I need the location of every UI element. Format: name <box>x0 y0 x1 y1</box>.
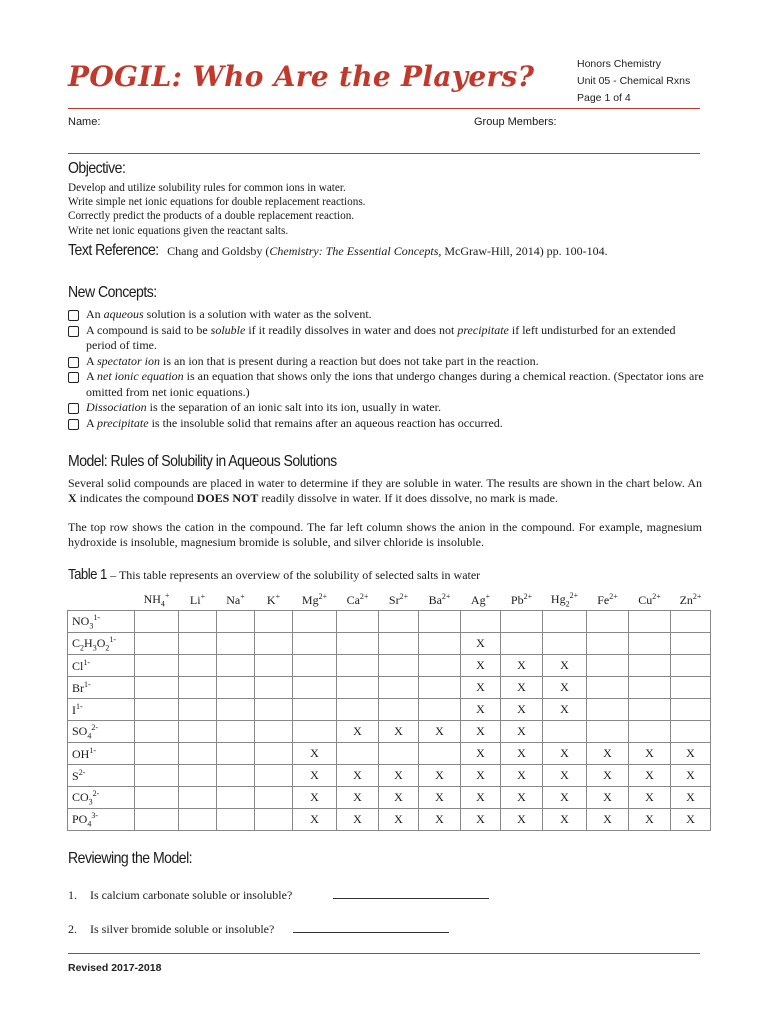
header-divider <box>68 108 700 109</box>
solubility-cell: X <box>543 743 587 765</box>
anion-label: $OH^{1-}$ <box>68 743 135 765</box>
solubility-cell <box>179 633 217 655</box>
anion-label: $CO_3^{2-}$ <box>68 787 135 809</box>
anion-label: $SO_4^{2-}$ <box>68 721 135 743</box>
solubility-cell: X <box>587 787 629 809</box>
solubility-cell <box>255 655 293 677</box>
objective-line: Write simple net ionic equations for double replacement reactions. <box>68 196 366 209</box>
solubility-cell <box>135 677 179 699</box>
table-row <box>68 633 711 655</box>
solubility-cell <box>419 655 461 677</box>
solubility-cell <box>255 677 293 699</box>
concept-item: A precipitate is the insoluble solid that remains after an aqueous reaction has occurred. <box>68 416 708 432</box>
solubility-cell: X <box>543 809 587 831</box>
solubility-cell <box>379 677 419 699</box>
solubility-cell: X <box>543 677 587 699</box>
solubility-cell <box>629 633 671 655</box>
solubility-cell <box>217 699 255 721</box>
cation-header: $Ba^{2+}$ <box>428 591 451 607</box>
solubility-cell <box>217 721 255 743</box>
reviewing-heading: Reviewing the Model: <box>68 850 193 867</box>
solubility-cell: X <box>379 721 419 743</box>
table-caption-text: – This table represents an overview of the solubility of selected salts in water <box>107 568 481 582</box>
text-reference-heading: Text Reference: <box>68 242 159 259</box>
solubility-cell <box>179 787 217 809</box>
solubility-cell <box>671 721 711 743</box>
solubility-cell <box>419 633 461 655</box>
solubility-cell: X <box>337 721 379 743</box>
cation-header: $Cu^{2+}$ <box>638 591 661 607</box>
solubility-cell <box>135 699 179 721</box>
solubility-cell: X <box>461 633 501 655</box>
solubility-cell: X <box>629 765 671 787</box>
solubility-cell <box>461 611 501 633</box>
solubility-cell <box>217 633 255 655</box>
anion-label: $I^{1-}$ <box>68 699 135 721</box>
solubility-cell <box>217 655 255 677</box>
solubility-cell <box>135 743 179 765</box>
solubility-cell <box>671 655 711 677</box>
solubility-cell <box>337 655 379 677</box>
solubility-cell: X <box>543 787 587 809</box>
solubility-cell <box>587 633 629 655</box>
solubility-cell: X <box>461 655 501 677</box>
solubility-cell: X <box>461 765 501 787</box>
checkbox-icon[interactable] <box>68 372 79 383</box>
cation-header: Na+ <box>226 591 245 607</box>
question-text: Is calcium carbonate soluble or insoluble? <box>90 888 293 902</box>
solubility-cell <box>379 611 419 633</box>
name-label: Name: <box>68 116 101 128</box>
solubility-cell <box>419 677 461 699</box>
solubility-cell <box>543 611 587 633</box>
anion-label: $NO_3^{1-}$ <box>68 611 135 633</box>
solubility-cell <box>179 699 217 721</box>
solubility-cell <box>501 611 543 633</box>
solubility-cell: X <box>461 721 501 743</box>
solubility-cell: X <box>587 809 629 831</box>
solubility-cell: X <box>461 677 501 699</box>
table-row <box>68 743 711 765</box>
solubility-cell <box>179 611 217 633</box>
answer-blank[interactable] <box>293 922 449 933</box>
solubility-cell <box>587 721 629 743</box>
solubility-cell: X <box>587 743 629 765</box>
solubility-cell <box>293 677 337 699</box>
solubility-cell <box>255 699 293 721</box>
solubility-table <box>67 589 711 831</box>
checkbox-icon[interactable] <box>68 419 79 430</box>
solubility-cell: X <box>337 787 379 809</box>
solubility-cell: X <box>337 809 379 831</box>
solubility-cell <box>501 633 543 655</box>
solubility-cell <box>135 721 179 743</box>
solubility-cell <box>135 633 179 655</box>
cation-header: Ag+ <box>470 591 491 607</box>
solubility-cell <box>179 809 217 831</box>
concept-item: A net ionic equation is an equation that shows only the ions that undergo changes during a chemical reaction. (Spectator ions are omitted from net ionic equations.) <box>68 369 708 400</box>
table-caption-label: Table 1 <box>68 566 107 583</box>
course-name: Honors Chemistry <box>577 58 662 70</box>
solubility-cell <box>135 787 179 809</box>
solubility-cell: X <box>629 743 671 765</box>
solubility-cell <box>179 721 217 743</box>
group-members-label: Group Members: <box>474 116 557 128</box>
question-number: 1. <box>68 888 77 902</box>
question-1 <box>68 888 489 903</box>
table-header-row <box>68 589 711 611</box>
solubility-cell: X <box>501 721 543 743</box>
table-row <box>68 677 711 699</box>
solubility-cell <box>629 721 671 743</box>
checkbox-icon[interactable] <box>68 310 79 321</box>
solubility-cell <box>629 611 671 633</box>
solubility-cell <box>419 743 461 765</box>
table-caption <box>68 566 480 584</box>
solubility-cell <box>217 809 255 831</box>
solubility-cell <box>217 611 255 633</box>
solubility-cell <box>255 611 293 633</box>
table-row <box>68 787 711 809</box>
anion-label: $S^{2-}$ <box>68 765 135 787</box>
cation-header: Li+ <box>189 591 206 607</box>
solubility-cell: X <box>419 809 461 831</box>
solubility-cell <box>135 765 179 787</box>
revision-footer: Revised 2017-2018 <box>68 962 162 974</box>
solubility-cell: X <box>419 765 461 787</box>
cation-header: $Ca^{2+}$ <box>346 591 369 607</box>
solubility-cell: X <box>501 743 543 765</box>
solubility-cell <box>255 743 293 765</box>
checkbox-icon[interactable] <box>68 403 79 414</box>
solubility-cell: X <box>293 743 337 765</box>
solubility-cell <box>179 765 217 787</box>
solubility-cell <box>179 655 217 677</box>
solubility-cell: X <box>501 787 543 809</box>
solubility-cell: X <box>501 655 543 677</box>
solubility-cell: X <box>379 787 419 809</box>
solubility-cell <box>379 633 419 655</box>
solubility-cell <box>419 611 461 633</box>
solubility-cell <box>255 765 293 787</box>
checkbox-icon[interactable] <box>68 357 79 368</box>
solubility-cell <box>419 699 461 721</box>
solubility-cell: X <box>501 677 543 699</box>
solubility-cell: X <box>461 743 501 765</box>
cation-header: $Fe^{2+}$ <box>597 591 618 607</box>
model-paragraph-2: The top row shows the cation in the compound. The far left column shows the anion in the compound. For example, magnesium hydroxide is insoluble, magnesium bromide is soluble, and silver chloride is insoluble. <box>68 520 702 549</box>
solubility-cell <box>543 633 587 655</box>
solubility-cell: X <box>461 699 501 721</box>
solubility-cell: X <box>587 765 629 787</box>
table-row <box>68 611 711 633</box>
question-2 <box>68 922 449 937</box>
solubility-cell <box>293 633 337 655</box>
solubility-cell <box>587 677 629 699</box>
solubility-cell: X <box>293 787 337 809</box>
solubility-cell: X <box>671 809 711 831</box>
model-paragraph-1: Several solid compounds are placed in water to determine if they are soluble in water. The results are shown in the chart below. An X indicates the compound DOES NOT readily dissolve in water. If it does dissolve, no mark is made. <box>68 476 702 505</box>
solubility-cell: X <box>461 787 501 809</box>
solubility-cell <box>217 743 255 765</box>
solubility-cell: X <box>543 699 587 721</box>
solubility-cell <box>293 699 337 721</box>
cation-header: $NH_4^+$ <box>143 590 170 609</box>
solubility-cell: X <box>419 787 461 809</box>
cation-header: $Zn^{2+}$ <box>679 591 702 607</box>
objective-line: Write net ionic equations given the reactant salts. <box>68 224 289 237</box>
cation-header: $Hg_2^{2+}$ <box>550 590 579 609</box>
anion-label: $Br^{1-}$ <box>68 677 135 699</box>
text-reference <box>68 242 608 260</box>
solubility-cell <box>379 699 419 721</box>
solubility-cell <box>337 699 379 721</box>
anion-label: $Cl^{1-}$ <box>68 655 135 677</box>
solubility-cell <box>135 809 179 831</box>
solubility-cell <box>379 655 419 677</box>
solubility-cell: X <box>501 765 543 787</box>
solubility-cell: X <box>461 809 501 831</box>
concept-item: A spectator ion is an ion that is present during a reaction but does not take part in the reaction. <box>68 354 708 370</box>
solubility-cell: X <box>671 743 711 765</box>
answer-blank[interactable] <box>333 888 489 899</box>
solubility-cell <box>135 655 179 677</box>
solubility-cell <box>293 611 337 633</box>
model-heading: Model: Rules of Solubility in Aqueous Solutions <box>68 453 337 470</box>
solubility-cell <box>587 699 629 721</box>
concept-item: A compound is said to be soluble if it readily dissolves in water and does not precipitate if left undisturbed for an extended period of time. <box>68 323 708 354</box>
solubility-cell <box>379 743 419 765</box>
solubility-cell: X <box>671 765 711 787</box>
solubility-cell <box>671 611 711 633</box>
solubility-cell: X <box>543 655 587 677</box>
solubility-cell: X <box>293 809 337 831</box>
solubility-cell <box>587 611 629 633</box>
text-reference-body: Chang and Goldsby (Chemistry: The Essential Concepts, McGraw-Hill, 2014) pp. 100-104. <box>167 244 608 258</box>
solubility-cell <box>179 743 217 765</box>
question-text: Is silver bromide soluble or insoluble? <box>90 922 275 936</box>
solubility-cell <box>337 633 379 655</box>
solubility-cell: X <box>337 765 379 787</box>
anion-label: $C_2H_3O_2^{1-}$ <box>68 633 135 655</box>
solubility-cell: X <box>543 765 587 787</box>
objective-list <box>68 181 365 238</box>
page-number: Page 1 of 4 <box>577 92 631 104</box>
solubility-cell: X <box>379 809 419 831</box>
cation-header: $Mg^{2+}$ <box>301 591 328 607</box>
solubility-cell <box>217 787 255 809</box>
cation-header: $Pb^{2+}$ <box>510 591 533 607</box>
solubility-cell: X <box>379 765 419 787</box>
solubility-cell <box>135 611 179 633</box>
cation-header: K+ <box>266 591 281 607</box>
name-divider <box>68 153 700 154</box>
solubility-cell: X <box>293 765 337 787</box>
solubility-cell: X <box>501 699 543 721</box>
table-row <box>68 809 711 831</box>
solubility-cell: X <box>671 787 711 809</box>
solubility-cell: X <box>501 809 543 831</box>
checkbox-icon[interactable] <box>68 326 79 337</box>
solubility-cell <box>293 655 337 677</box>
question-number: 2. <box>68 922 77 936</box>
table-row <box>68 655 711 677</box>
solubility-cell <box>179 677 217 699</box>
solubility-cell <box>337 611 379 633</box>
solubility-cell <box>217 677 255 699</box>
solubility-cell <box>543 721 587 743</box>
new-concepts-list <box>68 307 708 431</box>
solubility-cell <box>337 743 379 765</box>
solubility-cell <box>671 633 711 655</box>
solubility-cell <box>629 699 671 721</box>
solubility-cell: X <box>629 787 671 809</box>
anion-label: $PO_4^{3-}$ <box>68 809 135 831</box>
solubility-cell <box>671 699 711 721</box>
objective-line: Develop and utilize solubility rules for common ions in water. <box>68 182 346 194</box>
objective-heading: Objective: <box>68 160 126 177</box>
solubility-cell <box>255 721 293 743</box>
cation-header: $Sr^{2+}$ <box>388 591 409 607</box>
solubility-cell <box>671 677 711 699</box>
objective-line: Correctly predict the products of a double replacement reaction. <box>68 210 355 223</box>
solubility-cell <box>293 721 337 743</box>
solubility-cell <box>255 787 293 809</box>
concept-item: An aqueous solution is a solution with water as the solvent. <box>68 307 708 323</box>
solubility-cell <box>255 633 293 655</box>
footer-divider <box>68 953 700 954</box>
solubility-cell <box>337 677 379 699</box>
solubility-cell <box>255 809 293 831</box>
solubility-cell: X <box>419 721 461 743</box>
table-row <box>68 765 711 787</box>
solubility-cell: X <box>629 809 671 831</box>
solubility-cell <box>629 655 671 677</box>
concept-item: Dissociation is the separation of an ionic salt into its ion, usually in water. <box>68 400 708 416</box>
table-row <box>68 699 711 721</box>
table-row <box>68 721 711 743</box>
unit-name: Unit 05 - Chemical Rxns <box>577 75 691 87</box>
solubility-cell <box>217 765 255 787</box>
solubility-cell <box>629 677 671 699</box>
solubility-cell <box>587 655 629 677</box>
new-concepts-heading: New Concepts: <box>68 284 157 301</box>
page-title: POGIL: Who Are the Players? <box>68 60 535 93</box>
